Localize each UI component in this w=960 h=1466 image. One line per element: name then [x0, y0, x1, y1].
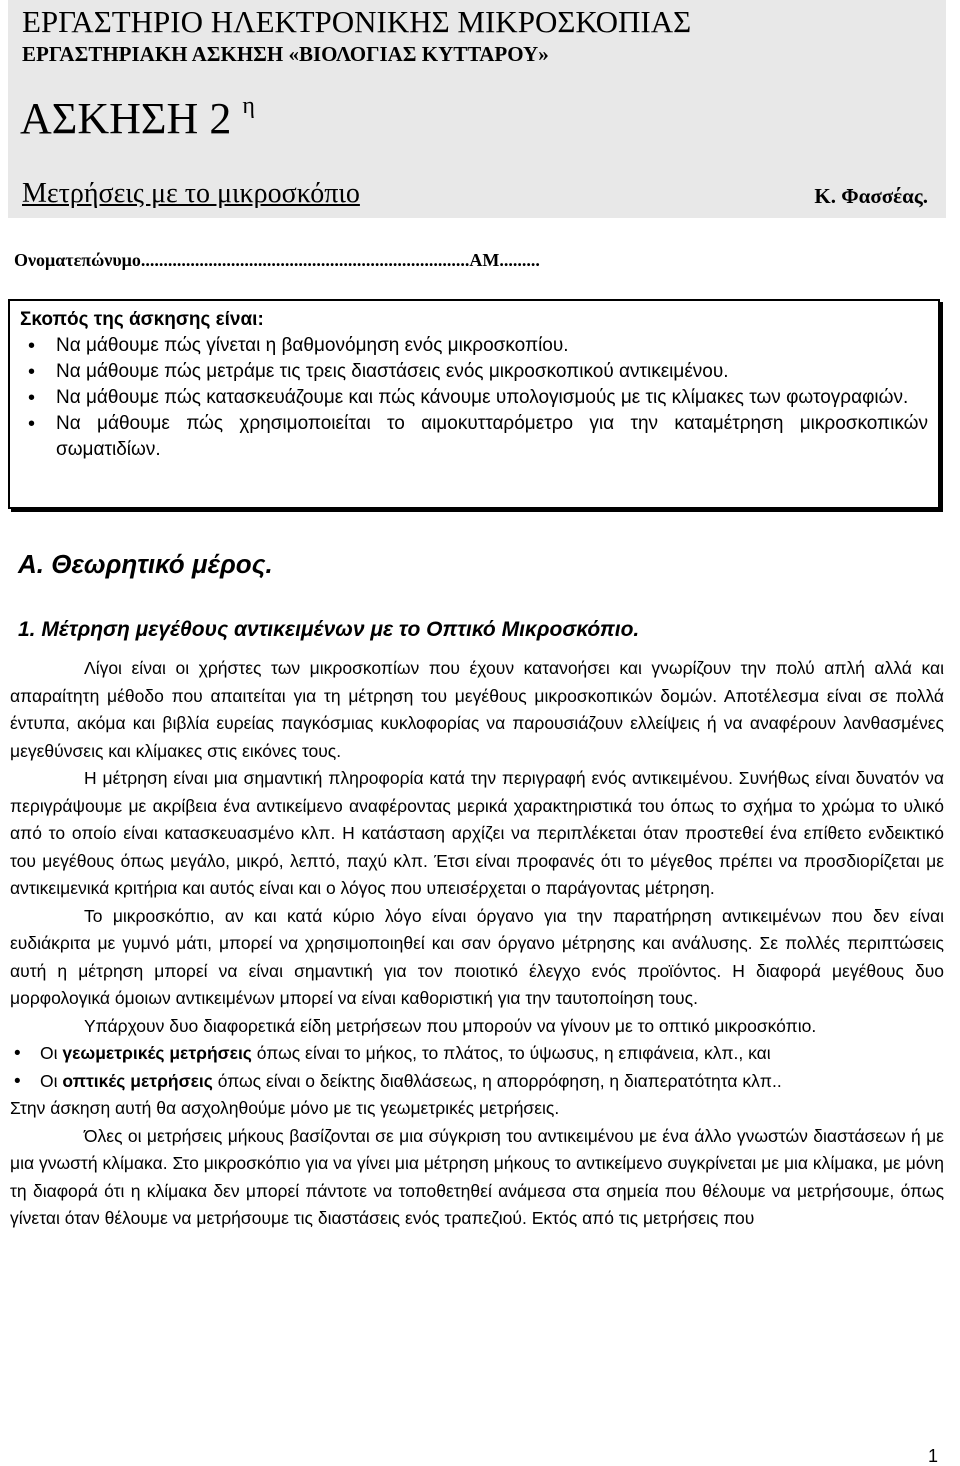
aim-list: [20, 333, 928, 463]
paragraph: Το μικροσκόπιο, αν και κατά κύριο λόγο είναι όργανο για την παρατήρηση αντικειμένων που δεν είναι ευδιάκριτα με γυμνό μάτι, μπορεί να χρησιμοποιηθεί και σαν όργανο μέτρησης και ανάλυσης. Σε πολλές περιπτώσεις αυτή η μέτρηση μπορεί να είναι σημαντική για τον ποιοτικό έλεγχο ενός προϊόντος. Η διαφορά μεγέθους δυο μορφολογικά όμοιων αντικειμένων μπορεί να είναι καθοριστική για την ταυτοποίηση τους.: [10, 905, 944, 1008]
list-item-bold: γεωμετρικές μετρήσεις: [62, 1043, 252, 1063]
section-heading-a: Α. Θεωρητικό μέρος.: [18, 549, 273, 579]
author: Κ. Φασσέας.: [814, 184, 928, 208]
exercise-suffix: η: [242, 93, 255, 120]
lab-subtitle: ΕΡΓΑΣΤΗΡΙΑΚΗ ΑΣΚΗΣΗ «ΒΙΟΛΟΓΙΑΣ ΚΥΤΤΑΡΟΥ»: [22, 42, 549, 66]
section-heading-1: 1. Μέτρηση μεγέθους αντικειμένων με το Οπτικό Μικροσκόπιο.: [18, 618, 640, 641]
aim-heading: Σκοπός της άσκησης είναι:: [20, 309, 264, 330]
exercise-number: [20, 93, 255, 145]
list-item: [10, 1068, 944, 1096]
page-number: 1: [927, 1446, 938, 1466]
aim-item: • Να μάθουμε πώς γίνεται η βαθμονόμηση ενός μικροσκοπίου.: [20, 333, 928, 359]
lab-title: ΕΡΓΑΣΤΗΡΙΟ ΗΛΕΚΤΡΟΝΙΚΗΣ ΜΙΚΡΟΣΚΟΠΙΑΣ: [22, 4, 692, 39]
list-item-bold: οπτικές μετρήσεις: [62, 1070, 213, 1091]
aim-item: • Να μάθουμε πώς χρησιμοποιείται το αιμοκυτταρόμετρο για την καταμέτρηση μικροσκοπικών σωματιδίων.: [20, 411, 928, 463]
student-name-line: Ονοματεπώνυμο.........................................................................ΑΜ.........: [14, 250, 540, 270]
list-item-end: όπως είναι ο δείκτης διαθλάσεως, η απορρόφηση, η διαπερατότητα κλπ..: [212, 1070, 782, 1091]
aim-item: • Να μάθουμε πώς κατασκευάζουμε και πώς κάνουμε υπολογισμούς με τις κλίμακες των φωτογραφιών.: [20, 385, 928, 411]
body-text: [10, 655, 944, 1233]
list-item: [10, 1040, 944, 1068]
list-item-start: Οι: [40, 1070, 63, 1091]
paragraph: Λίγοι είναι οι χρήστες των μικροσκοπίων που έχουν κατανοήσει και γνωρίζουν την πολύ απλή αλλά και απαραίτητη μέθοδο που απαιτείται για τη μέτρηση του μεγέθους μικροσκοπικών δομών. Αποτέλεσμα είναι σε πολλά έντυπα, ακόμα και βιβλία ευρείας παγκόσμιας κυκλοφορίας να παρουσιάζουν ελλείψεις ή να αναφέρουν λανθασμένες μεγεθύνσεις και κλίμακες στις εικόνες τους.: [10, 658, 944, 761]
aim-box: [8, 299, 940, 509]
list-item-end: όπως είναι το μήκος, το πλάτος, το ύψωσυς, η επιφάνεια, κλπ., και: [251, 1043, 771, 1063]
paragraph: Όλες οι μετρήσεις μήκους βασίζονται σε μια σύγκριση του αντικειμένου με ένα άλλο γνωστών διαστάσεων ή με μια γνωστή κλίμακα. Στο μικροσκόπιο για να γίνει μια μέτρηση μήκους το αντικείμενο συγκρίνεται με μια κλίμακα, με μόνη τη διαφορά ότι η κλίμακα δεν μπορεί πάντοτε να τοποθετηθεί ανάμεσα στα σημεία που θέλουμε να μετρήσουμε, όπως γίνεται όταν θέλουμε να μετρήσουμε τις διαστάσεις ενός τραπεζιού. Εκτός από τις μετρήσεις που: [10, 1125, 944, 1228]
list-item-start: Οι: [40, 1043, 63, 1063]
paragraph: Υπάρχουν δυο διαφορετικά είδη μετρήσεων που μπορούν να γίνουν με το οπτικό μικροσκόπιο.: [84, 1015, 817, 1036]
aim-item: • Να μάθουμε πώς μετράμε τις τρεις διαστάσεις ενός μικροσκοπικού αντικειμένου.: [20, 359, 928, 385]
document-header: [8, 0, 946, 218]
paragraph: Η μέτρηση είναι μια σημαντική πληροφορία κατά την περιγραφή ενός αντικειμένου. Συνήθως είναι δυνατόν να περιγράψουμε με ακρίβεια ένα αντικείμενο αναφέροντας μερικά χαρακτηριστικά του όπως το σχήμα το χρώμα το υλικό από το οποίο είναι κατασκευασμένο κλπ. Η κατάσταση αρχίζει να περιπλέκεται όταν προστεθεί ένα επίθετο ενδεικτικό του μεγέθους όπως μεγάλο, μικρό, λεπτό, παχύ κλπ. Έτσι είναι προφανές ότι το μέγεθος πρέπει να προσδιορίζεται με αντικειμενικά κριτήρια και αυτός είναι και ο λόγος που υπεισέρχεται ο παράγοντας μέτρηση.: [10, 768, 944, 898]
exercise-label: ΑΣΚΗΣΗ 2: [20, 94, 232, 143]
measurement-types-list: [10, 1040, 944, 1095]
paragraph: Στην άσκηση αυτή θα ασχοληθούμε μόνο με τις γεωμετρικές μετρήσεις.: [10, 1098, 560, 1118]
exercise-title: Μετρήσεις με το μικροσκόπιο: [22, 178, 360, 209]
